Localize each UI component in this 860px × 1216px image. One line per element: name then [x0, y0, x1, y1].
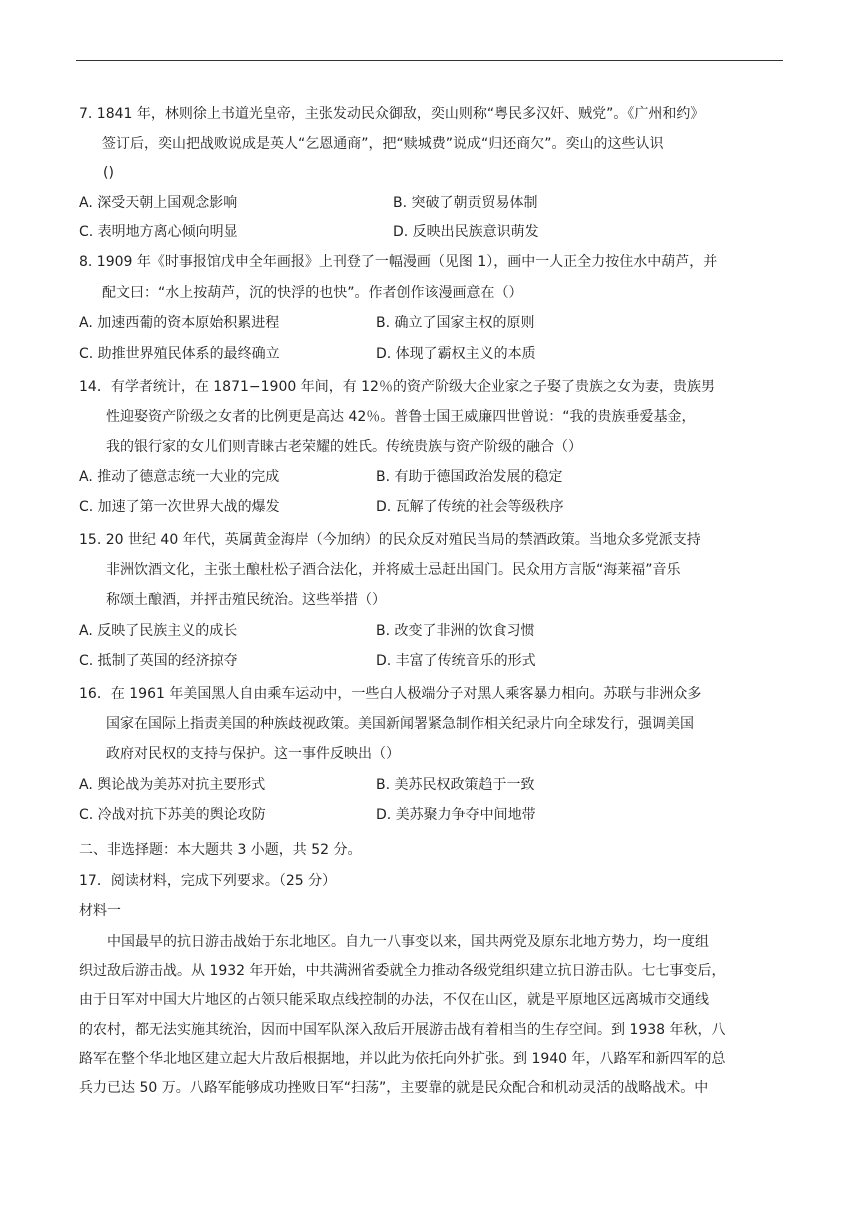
question-7-option-b[interactable]: B. 突破了朝贡贸易体制: [393, 195, 538, 211]
question-14-line-1: 14．有学者统计，在 1871−1900 年间，有 12％的资产阶级大企业家之子娶了贵族之女为妻，贵族男: [79, 379, 715, 395]
material-line-6: 兵力已达 50 万。八路军能够成功挫败日军“扫荡”，主要靠的就是民众配合和机动灵活的战略战术。中: [79, 1080, 709, 1096]
question-8-line-2: 配文曰：“水上按葫芦，沉的快浮的也快”。作者创作该漫画意在（）: [102, 285, 523, 301]
question-15-option-b[interactable]: B. 改变了非洲的饮食习惯: [376, 623, 535, 639]
question-7-line-1: 7. 1841 年，林则徐上书道光皇帝，主张发动民众御敌，奕山则称“粤民多汉奸、贼党”。《广州和约》: [79, 106, 705, 122]
question-16-option-a[interactable]: A. 舆论战为美苏对抗主要形式: [79, 777, 266, 793]
question-17-heading: 17．阅读材料，完成下列要求。（25 分）: [79, 873, 337, 889]
question-16-option-b[interactable]: B. 美苏民权政策趋于一致: [376, 777, 535, 793]
question-15-option-d[interactable]: D. 丰富了传统音乐的形式: [376, 653, 536, 669]
question-8-option-b[interactable]: B. 确立了国家主权的原则: [376, 315, 535, 331]
header-rule: [76, 60, 783, 61]
question-15-line-1: 15. 20 世纪 40 年代，英属黄金海岸（今加纳）的民众反对殖民当局的禁酒政策。当地众多党派支持: [79, 532, 701, 548]
question-8-option-c[interactable]: C. 助推世界殖民体系的最终确立: [79, 346, 280, 362]
question-8-option-d[interactable]: D. 体现了霸权主义的本质: [376, 346, 536, 362]
section-heading: 二、非选择题：本大题共 3 小题，共 52 分。: [79, 842, 362, 858]
material-line-2: 织过敌后游击战。从 1932 年开始，中共满洲省委就全力推动各级党组织建立抗日游击队。七七事变后，: [79, 963, 726, 979]
question-8-line-1: 8. 1909 年《时事报馆戊申全年画报》上刊登了一幅漫画（见图 1），画中一人正全力按住水中葫芦，并: [79, 254, 718, 270]
question-15-line-2: 非洲饮酒文化，主张土酿杜松子酒合法化，并将威士忌赶出国门。民众用方言版“海莱福”音乐: [106, 562, 681, 578]
question-15-option-a[interactable]: A. 反映了民族主义的成长: [79, 623, 238, 639]
question-7-option-d[interactable]: D. 反映出民族意识萌发: [393, 224, 539, 240]
material-line-3: 由于日军对中国大片地区的占领只能采取点线控制的办法，不仅在山区，就是平原地区远离城市交通线: [79, 992, 709, 1008]
question-14-option-a[interactable]: A. 推动了德意志统一大业的完成: [79, 469, 280, 485]
material-line-4: 的农村，都无法实施其统治，因而中国军队深入敌后开展游击战有着相当的生存空间。到 1938 年秋，八: [79, 1022, 726, 1038]
question-15-line-3: 称颂土酿酒，并抨击殖民统治。这些举措（）: [106, 592, 386, 608]
question-7-option-c[interactable]: C. 表明地方离心倾向明显: [79, 224, 238, 240]
material-line-1: 中国最早的抗日游击战始于东北地区。自九一八事变以来，国共两党及原东北地方势力，均一度组: [107, 934, 709, 950]
question-7-line-3: (): [103, 165, 114, 181]
question-14-option-c[interactable]: C. 加速了第一次世界大战的爆发: [79, 499, 280, 515]
question-14-option-d[interactable]: D. 瓦解了传统的社会等级秩序: [376, 499, 564, 515]
material-line-5: 路军在整个华北地区建立起大片敌后根据地，并以此为依托向外扩张。到 1940 年，八路军和新四军的总: [79, 1051, 726, 1067]
question-16-line-2: 国家在国际上指责美国的种族歧视政策。美国新闻署紧急制作相关纪录片向全球发行，强调美国: [106, 716, 694, 732]
question-15-option-c[interactable]: C. 抵制了英国的经济掠夺: [79, 653, 238, 669]
question-14-line-2: 性迎娶资产阶级之女者的比例更是高达 42％。普鲁士国王威廉四世曾说：“我的贵族垂爱基金，: [106, 409, 696, 425]
question-7-line-2: 签订后，奕山把战败说成是英人“乞恩通商”，把“赎城费”说成“归还商欠”。奕山的这些认识: [102, 136, 664, 152]
material-label: 材料一: [79, 903, 121, 919]
question-16-line-1: 16．在 1961 年美国黑人自由乘车运动中，一些白人极端分子对黑人乘客暴力相向。苏联与非洲众多: [79, 686, 702, 702]
question-16-line-3: 政府对民权的支持与保护。这一事件反映出（）: [106, 746, 400, 762]
question-8-option-a[interactable]: A. 加速西葡的资本原始积累进程: [79, 315, 280, 331]
question-16-option-c[interactable]: C. 冷战对抗下苏美的舆论攻防: [79, 807, 266, 823]
question-7-option-a[interactable]: A. 深受天朝上国观念影响: [79, 195, 238, 211]
question-14-line-3: 我的银行家的女儿们则青睐古老荣耀的姓氏。传统贵族与资产阶级的融合（）: [106, 439, 582, 455]
question-14-option-b[interactable]: B. 有助于德国政治发展的稳定: [376, 469, 563, 485]
question-16-option-d[interactable]: D. 美苏聚力争夺中间地带: [376, 807, 536, 823]
